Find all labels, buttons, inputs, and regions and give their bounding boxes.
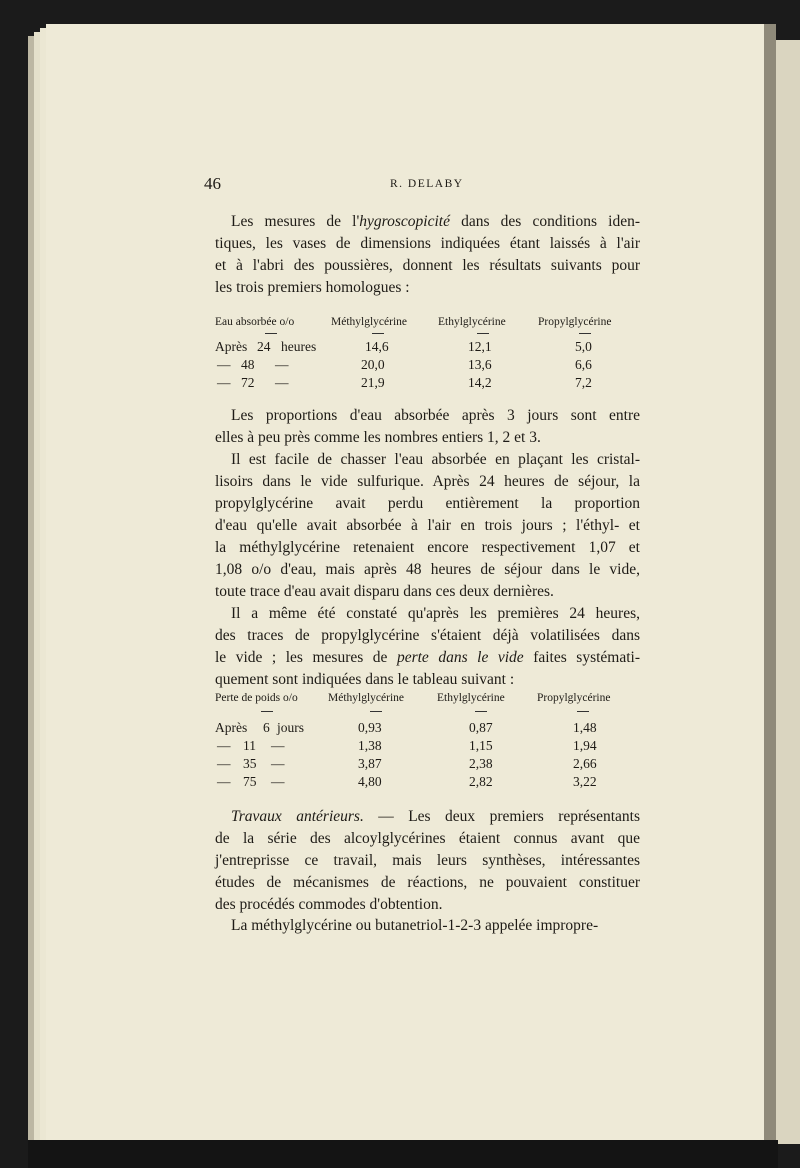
text-line: Il est facile de chasser l'eau absorbée en plaçant les cristal-	[231, 451, 640, 468]
table-header-row	[215, 316, 645, 334]
table-row: Après 6 jours 0,93 0,87 1,48	[215, 720, 597, 735]
emphasis: hygroscopicité	[359, 213, 450, 230]
text-line: Les proportions d'eau absorbée après 3 jours sont entre	[231, 407, 640, 424]
text-line: La méthylglycérine ou butanetriol-1-2-3 appelée impropre-	[231, 917, 599, 934]
text-line: propylglycérine avait perdu entièrement la proportion	[215, 495, 640, 512]
table-header: Eau absorbée o/o	[215, 316, 295, 328]
text-line: et à l'abri des poussières, donnent les résultats suivants pour	[215, 257, 640, 274]
table-row: — 35 — 3,87 2,38 2,66	[217, 756, 597, 771]
table-header: Méthylglycérine	[331, 316, 408, 328]
text-line: des procédés commodes d'obtention.	[215, 896, 443, 913]
table-header: Ethylglycérine	[438, 316, 506, 328]
text-line: quement sont indiquées dans le tableau suivant :	[215, 671, 515, 688]
text-line: le vide ; les mesures de perte dans le vide faites systémati-	[215, 649, 640, 666]
paragraph-methylglycerine	[215, 915, 640, 937]
header-rule	[265, 333, 277, 334]
header-rule	[577, 711, 589, 712]
table-header: Propylglycérine	[537, 692, 611, 704]
paragraph-prior-work	[215, 806, 640, 916]
header-rule	[370, 711, 382, 712]
facing-page-edge	[776, 40, 800, 1144]
header-rule	[372, 333, 384, 334]
text-line: de la série des alcoylglycérines étaient connus avant que	[215, 830, 640, 847]
header-rule	[477, 333, 489, 334]
header-rule	[261, 711, 273, 712]
table-row: Après 24 heures 14,6 12,1 5,0	[215, 339, 592, 354]
text-line: tiques, les vases de dimensions indiquées étant laissés à l'air	[215, 235, 640, 252]
table-water-absorbed	[215, 316, 645, 393]
table-header: Méthylglycérine	[328, 692, 405, 704]
section-heading: Travaux antérieurs.	[231, 808, 364, 825]
book-gutter	[764, 24, 776, 1144]
text-line: les trois premiers homologues :	[215, 279, 410, 296]
table-header: Propylglycérine	[538, 316, 612, 328]
table-header: Perte de poids o/o	[215, 692, 298, 704]
paragraph-proportions	[215, 405, 640, 449]
text-line: toute trace d'eau avait disparu dans ces deux dernières.	[215, 583, 554, 600]
header-rule	[579, 333, 591, 334]
emphasis: perte dans le vide	[396, 649, 524, 666]
paragraph-drying	[215, 449, 640, 603]
table-row: — 75 — 4,80 2,82 3,22	[217, 774, 597, 789]
table-row: — 11 — 1,38 1,15 1,94	[217, 738, 597, 753]
table-header-row	[215, 692, 645, 710]
text-line: la méthylglycérine retenaient encore respectivement 1,07 et	[215, 539, 640, 556]
page-number: 46	[204, 174, 221, 193]
running-head: R. DELABY	[390, 178, 464, 190]
text-line: j'entreprisse ce travail, mais leurs synthèses, intéressantes	[215, 852, 640, 869]
text-line: des traces de propylglycérine s'étaient déjà volatilisées dans	[215, 627, 640, 644]
table-header: Ethylglycérine	[437, 692, 505, 704]
text-line: lisoirs dans le vide sulfurique. Après 24 heures de séjour, la	[215, 473, 640, 490]
text-line: Travaux antérieurs. — Les deux premiers représentants	[231, 808, 640, 825]
text-line: études de mécanismes de réactions, ne pouvaient constituer	[215, 874, 640, 891]
table-weight-loss	[215, 692, 645, 792]
page-header	[204, 174, 644, 198]
text-line: d'eau qu'elle avait absorbée à l'air en trois jours ; l'éthyl- et	[215, 517, 640, 534]
scan-background	[28, 1140, 778, 1168]
table-row: — 48 — 20,0 13,6 6,6	[217, 357, 592, 372]
paragraph-vacuum-loss	[215, 603, 640, 691]
text-line: elles à peu près comme les nombres entiers 1, 2 et 3.	[215, 429, 541, 446]
text-line: 1,08 o/o d'eau, mais après 48 heures de séjour dans le vide,	[215, 561, 640, 578]
text-line: Il a même été constaté qu'après les premières 24 heures,	[231, 605, 640, 622]
text-line: Les mesures de l'hygroscopicité dans des conditions iden-	[231, 213, 640, 230]
header-rule	[475, 711, 487, 712]
paragraph-hygroscopicity	[215, 211, 640, 299]
table-row: — 72 — 21,9 14,2 7,2	[217, 375, 592, 390]
